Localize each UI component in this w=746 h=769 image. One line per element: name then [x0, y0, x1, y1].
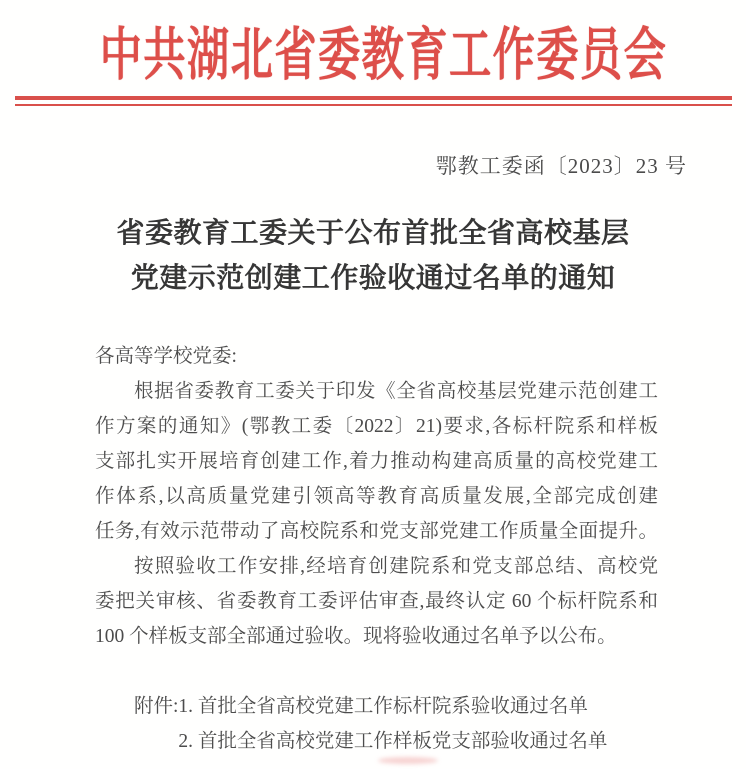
body-line: 各高等学校党委:: [95, 346, 237, 367]
scan-smudge-artifact: [378, 757, 438, 764]
body-line: 委把关审核、省委教育工委评估审查,最终认定 60 个标杆院系和: [95, 591, 658, 612]
document-title-line2: 党建示范创建工作验收通过名单的通知: [130, 263, 616, 294]
document-number: 鄂教工委函〔2023〕23 号: [435, 154, 687, 178]
body-text: [95, 339, 658, 654]
letterhead-org-name: 中共湖北省委教育工作委员会: [99, 24, 668, 87]
letterhead: [0, 0, 746, 88]
body-line: 作方案的通知》(鄂教工委〔2022〕21)要求,各标杆院系和样板: [95, 416, 658, 437]
attachments: [134, 689, 746, 759]
body-line: 100 个样板支部全部通过验收。现将验收通过名单予以公布。: [95, 626, 617, 647]
body-line: 支部扎实开展培育创建工作,着力推动构建高质量的高校党建工: [95, 451, 658, 472]
body-line: 作体系,以高质量党建引领高等教育高质量发展,全部完成创建: [95, 486, 658, 507]
body-line: 根据省委教育工委关于印发《全省高校基层党建示范创建工: [134, 381, 658, 402]
attachments-label: 附件:: [134, 696, 179, 717]
body-line: 任务,有效示范带动了高校院系和党支部党建工作质量全面提升。: [95, 521, 658, 542]
attachment-item: 1. 首批全省高校党建工作标杆院系验收通过名单: [178, 696, 588, 717]
attachment-item: 2. 首批全省高校党建工作样板党支部验收通过名单: [178, 731, 608, 752]
letterhead-divider-rule: [15, 96, 732, 106]
body-line: 按照验收工作安排,经培育创建院系和党支部总结、高校党: [134, 556, 658, 577]
document-title: [0, 211, 746, 301]
document-title-line1: 省委教育工委关于公布首批全省高校基层: [116, 218, 630, 249]
attachments-list: [178, 689, 607, 759]
